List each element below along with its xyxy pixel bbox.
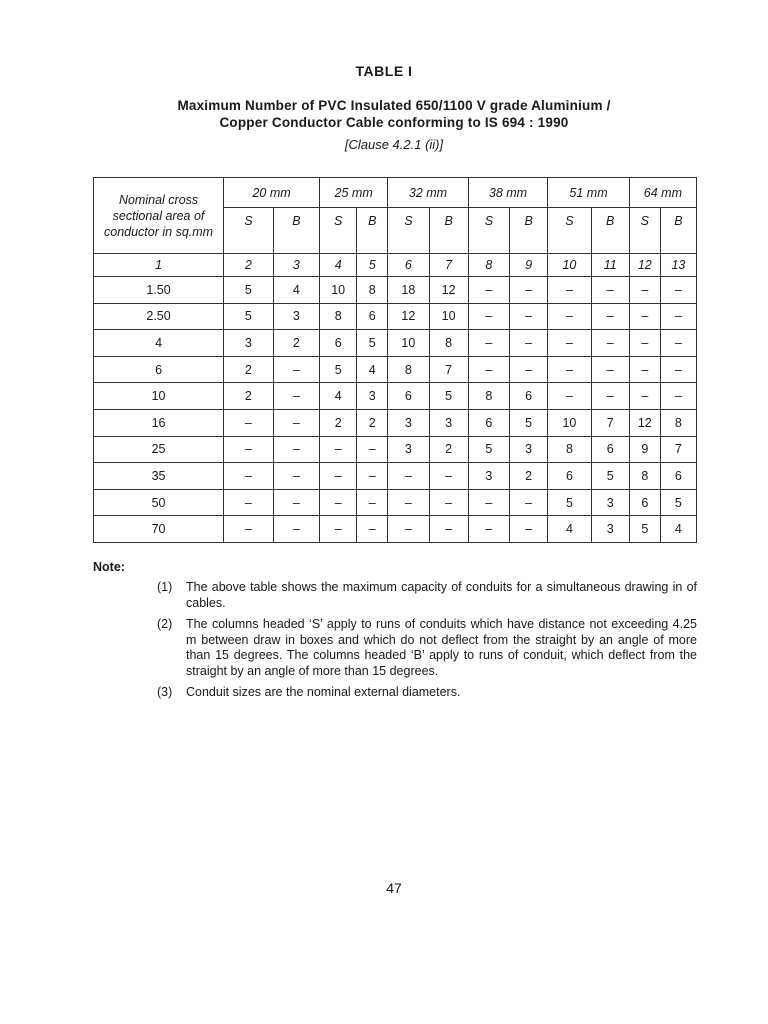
table-body <box>94 277 697 543</box>
capacity-cell: 5 <box>548 489 591 516</box>
capacity-cell: 5 <box>591 463 629 490</box>
capacity-cell: 7 <box>591 409 629 436</box>
capacity-cell: 3 <box>388 436 429 463</box>
capacity-cell: – <box>548 303 591 330</box>
conductor-area-cell: 10 <box>94 383 224 410</box>
capacity-cell: – <box>429 516 468 543</box>
capacity-cell: – <box>548 383 591 410</box>
capacity-cell: – <box>629 303 660 330</box>
table-row <box>94 409 697 436</box>
capacity-cell: 2 <box>429 436 468 463</box>
capacity-cell: – <box>510 330 548 357</box>
capacity-cell: 5 <box>224 277 274 304</box>
capacity-cell: 8 <box>660 409 696 436</box>
sub-header: B <box>660 208 696 254</box>
capacity-cell: 12 <box>388 303 429 330</box>
note-item <box>157 617 697 679</box>
capacity-cell: 5 <box>429 383 468 410</box>
capacity-cell: – <box>273 356 319 383</box>
capacity-cell: – <box>660 383 696 410</box>
capacity-cell: 2 <box>224 356 274 383</box>
capacity-cell: 3 <box>224 330 274 357</box>
size-header-51: 51 mm <box>548 178 630 208</box>
capacity-cell: – <box>388 489 429 516</box>
capacity-cell: – <box>591 303 629 330</box>
note-item <box>157 580 697 611</box>
capacity-cell: 8 <box>357 277 388 304</box>
capacity-cell: – <box>510 516 548 543</box>
capacity-cell: 8 <box>429 330 468 357</box>
capacity-cell: – <box>468 303 509 330</box>
note-number: (3) <box>157 685 173 699</box>
column-number: 8 <box>468 254 509 277</box>
subtitle-line-1: Maximum Number of PVC Insulated 650/1100 V grade Aluminium / <box>177 98 611 113</box>
capacity-cell: 6 <box>320 330 357 357</box>
capacity-cell: 3 <box>591 489 629 516</box>
conductor-area-cell: 2.50 <box>94 303 224 330</box>
note-label: Note: <box>93 560 125 574</box>
capacity-cell: 6 <box>468 409 509 436</box>
capacity-cell: 5 <box>510 409 548 436</box>
column-number: 2 <box>224 254 274 277</box>
conduit-capacity-table <box>93 177 697 543</box>
capacity-cell: 10 <box>320 277 357 304</box>
capacity-cell: – <box>224 436 274 463</box>
conductor-area-cell: 6 <box>94 356 224 383</box>
capacity-cell: 3 <box>273 303 319 330</box>
sub-header: S <box>548 208 591 254</box>
clause-reference: [Clause 4.2.1 (ii)] <box>344 137 444 152</box>
capacity-cell: 7 <box>429 356 468 383</box>
conductor-area-cell: 1.50 <box>94 277 224 304</box>
capacity-cell: 5 <box>224 303 274 330</box>
capacity-cell: – <box>468 516 509 543</box>
size-header-25: 25 mm <box>320 178 388 208</box>
capacity-cell: 4 <box>357 356 388 383</box>
table-row <box>94 463 697 490</box>
capacity-cell: – <box>510 303 548 330</box>
table-row <box>94 383 697 410</box>
capacity-cell: – <box>510 277 548 304</box>
capacity-cell: – <box>357 489 388 516</box>
capacity-cell: 4 <box>273 277 319 304</box>
capacity-cell: 6 <box>388 383 429 410</box>
capacity-cell: – <box>429 489 468 516</box>
capacity-cell: – <box>629 383 660 410</box>
sub-header: B <box>357 208 388 254</box>
conductor-area-cell: 70 <box>94 516 224 543</box>
capacity-cell: 7 <box>660 436 696 463</box>
column-number: 10 <box>548 254 591 277</box>
capacity-cell: 12 <box>429 277 468 304</box>
capacity-cell: 3 <box>591 516 629 543</box>
capacity-cell: – <box>510 489 548 516</box>
note-item <box>157 685 697 701</box>
capacity-cell: 10 <box>429 303 468 330</box>
capacity-cell: 6 <box>510 383 548 410</box>
capacity-cell: – <box>591 356 629 383</box>
capacity-cell: 6 <box>660 463 696 490</box>
subtitle-line-2: Copper Conductor Cable conforming to IS 694 : 1990 <box>219 115 569 130</box>
capacity-cell: – <box>320 436 357 463</box>
column-number: 5 <box>357 254 388 277</box>
note-number: (2) <box>157 617 173 631</box>
capacity-cell: 2 <box>320 409 357 436</box>
column-number: 6 <box>388 254 429 277</box>
capacity-cell: 3 <box>468 463 509 490</box>
column-number: 12 <box>629 254 660 277</box>
sub-header: S <box>388 208 429 254</box>
size-header-20: 20 mm <box>224 178 320 208</box>
sub-header: B <box>591 208 629 254</box>
capacity-cell: – <box>629 277 660 304</box>
capacity-cell: – <box>629 356 660 383</box>
capacity-cell: – <box>224 516 274 543</box>
capacity-cell: 18 <box>388 277 429 304</box>
column-number: 11 <box>591 254 629 277</box>
capacity-cell: – <box>273 463 319 490</box>
table-title: TABLE I <box>355 63 413 79</box>
capacity-cell: 6 <box>591 436 629 463</box>
capacity-cell: – <box>273 383 319 410</box>
capacity-cell: – <box>548 356 591 383</box>
note-number: (1) <box>157 580 173 594</box>
capacity-cell: – <box>320 489 357 516</box>
capacity-cell: – <box>660 277 696 304</box>
table-row <box>94 516 697 543</box>
column-number: 4 <box>320 254 357 277</box>
size-header-64: 64 mm <box>629 178 696 208</box>
table-row <box>94 356 697 383</box>
capacity-cell: – <box>510 356 548 383</box>
note-text: The above table shows the maximum capacity of conduits for a simultaneous drawing in of cables. <box>186 580 697 610</box>
capacity-cell: – <box>660 330 696 357</box>
capacity-cell: – <box>468 277 509 304</box>
capacity-cell: 4 <box>320 383 357 410</box>
conductor-area-cell: 25 <box>94 436 224 463</box>
capacity-cell: 4 <box>548 516 591 543</box>
table-row <box>94 330 697 357</box>
capacity-cell: – <box>224 463 274 490</box>
capacity-cell: 6 <box>629 489 660 516</box>
capacity-cell: 2 <box>273 330 319 357</box>
column-number-row <box>94 254 697 277</box>
table-subtitle <box>100 97 688 131</box>
capacity-cell: – <box>660 356 696 383</box>
column-number: 9 <box>510 254 548 277</box>
conductor-area-cell: 50 <box>94 489 224 516</box>
sub-header: S <box>224 208 274 254</box>
capacity-cell: – <box>591 277 629 304</box>
capacity-cell: 2 <box>224 383 274 410</box>
table-row <box>94 303 697 330</box>
capacity-cell: – <box>320 516 357 543</box>
capacity-cell: – <box>468 356 509 383</box>
capacity-cell: – <box>357 516 388 543</box>
capacity-cell: – <box>468 489 509 516</box>
capacity-cell: 3 <box>357 383 388 410</box>
capacity-cell: 8 <box>388 356 429 383</box>
capacity-cell: – <box>660 303 696 330</box>
column-number: 13 <box>660 254 696 277</box>
capacity-cell: 4 <box>660 516 696 543</box>
sub-header: B <box>510 208 548 254</box>
capacity-cell: 9 <box>629 436 660 463</box>
capacity-cell: – <box>388 463 429 490</box>
capacity-cell: 8 <box>468 383 509 410</box>
capacity-cell: 5 <box>629 516 660 543</box>
size-header-32: 32 mm <box>388 178 469 208</box>
sub-header: B <box>429 208 468 254</box>
conductor-area-cell: 4 <box>94 330 224 357</box>
capacity-cell: – <box>468 330 509 357</box>
capacity-cell: – <box>273 516 319 543</box>
capacity-cell: – <box>629 330 660 357</box>
capacity-cell: 5 <box>468 436 509 463</box>
column-number: 1 <box>94 254 224 277</box>
capacity-cell: 5 <box>357 330 388 357</box>
capacity-cell: – <box>273 409 319 436</box>
capacity-cell: – <box>273 436 319 463</box>
notes-list <box>157 580 697 707</box>
capacity-cell: 8 <box>548 436 591 463</box>
table-row <box>94 436 697 463</box>
capacity-cell: 10 <box>548 409 591 436</box>
capacity-cell: – <box>591 330 629 357</box>
table-row <box>94 277 697 304</box>
capacity-cell: 5 <box>660 489 696 516</box>
capacity-cell: 6 <box>548 463 591 490</box>
capacity-cell: 3 <box>429 409 468 436</box>
capacity-cell: 10 <box>388 330 429 357</box>
sub-header: S <box>629 208 660 254</box>
capacity-cell: – <box>429 463 468 490</box>
capacity-cell: – <box>320 463 357 490</box>
capacity-cell: 5 <box>320 356 357 383</box>
column-number: 7 <box>429 254 468 277</box>
capacity-cell: 3 <box>388 409 429 436</box>
capacity-cell: – <box>548 277 591 304</box>
capacity-cell: – <box>591 383 629 410</box>
conductor-area-cell: 16 <box>94 409 224 436</box>
capacity-cell: 12 <box>629 409 660 436</box>
sub-header: B <box>273 208 319 254</box>
conductor-area-cell: 35 <box>94 463 224 490</box>
size-header-38: 38 mm <box>468 178 548 208</box>
conductor-area-header: Nominal cross sectional area of conductor in sq.mm <box>94 178 224 254</box>
note-text: Conduit sizes are the nominal external diameters. <box>186 685 461 699</box>
page-number: 47 <box>386 880 402 896</box>
capacity-cell: 8 <box>629 463 660 490</box>
capacity-cell: – <box>357 463 388 490</box>
sub-header: S <box>468 208 509 254</box>
capacity-cell: 2 <box>510 463 548 490</box>
capacity-cell: – <box>224 489 274 516</box>
sub-header: S <box>320 208 357 254</box>
capacity-cell: – <box>224 409 274 436</box>
capacity-cell: 2 <box>357 409 388 436</box>
column-number: 3 <box>273 254 319 277</box>
note-text: The columns headed ‘S’ apply to runs of conduits which have distance not exceeding 4.25 m between draw in boxes and which do not deflect from the straight by an angle of more than 15 degrees. The columns headed ‘B’ apply to runs of conduit, which deflect from the straight by an angle of more than 15 degrees. <box>186 617 697 678</box>
capacity-cell: – <box>548 330 591 357</box>
capacity-cell: – <box>357 436 388 463</box>
table-row <box>94 489 697 516</box>
capacity-cell: – <box>388 516 429 543</box>
capacity-cell: 6 <box>357 303 388 330</box>
capacity-cell: 8 <box>320 303 357 330</box>
capacity-cell: 3 <box>510 436 548 463</box>
capacity-cell: – <box>273 489 319 516</box>
